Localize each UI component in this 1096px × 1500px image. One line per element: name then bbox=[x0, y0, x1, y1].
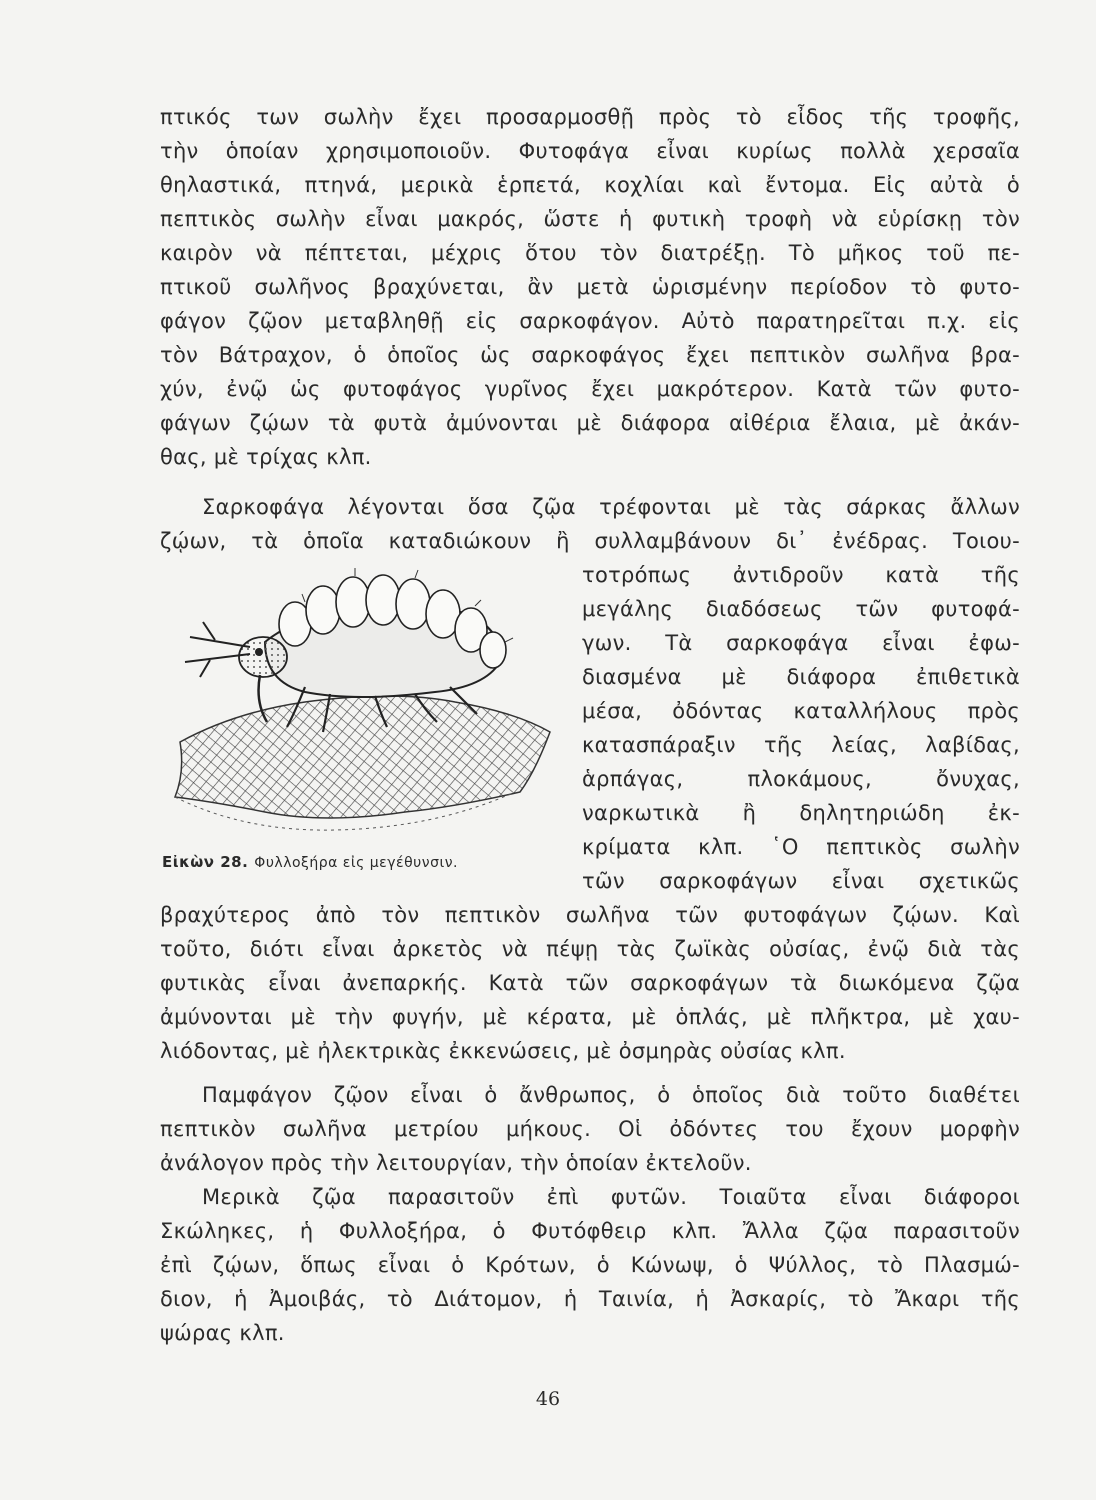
text-line: Μερικὰ ζῷα παρασιτοῦν ἐπὶ φυτῶν. Τοιαῦτα εἶναι διάφοροι bbox=[202, 1185, 1020, 1209]
text-line: πεπτικὸς σωλὴν εἶναι μακρός, ὥστε ἡ φυτικὴ τροφὴ νὰ εὑρίσκῃ τὸν bbox=[160, 207, 1020, 231]
figure-caption bbox=[162, 853, 582, 871]
text-line: καιρὸν νὰ πέπτεται, μέχρις ὅτου τὸν διατρέξῃ. Τὸ μῆκος τοῦ πε- bbox=[160, 241, 1020, 265]
figure-label: Εἰκὼν 28. bbox=[162, 853, 249, 871]
text-line: τὸν Βάτραχον, ὁ ὁποῖος ὡς σαρκοφάγος ἔχει πεπτικὸν σωλῆνα βρα- bbox=[160, 343, 1020, 367]
paragraph-2-side bbox=[582, 558, 1020, 898]
text-line: ἐπὶ ζῴων, ὅπως εἶναι ὁ Κρότων, ὁ Κώνωψ, ὁ Ψύλλος, τὸ Πλασμώ- bbox=[160, 1253, 1020, 1277]
text-line: ψώρας κλπ. bbox=[160, 1321, 285, 1345]
text-line: ζῴων, τὰ ὁποῖα καταδιώκουν ἢ συλλαμβάνουν δι᾽ ἐνέδρας. Τοιου- bbox=[160, 529, 1020, 553]
paragraph-2-bottom bbox=[160, 898, 1020, 1068]
text-line: ἀμύνονται μὲ τὴν φυγήν, μὲ κέρατα, μὲ ὁπλάς, μὲ πλῆκτρα, μὲ χαυ- bbox=[160, 1005, 1020, 1029]
text-line: πεπτικὸν σωλῆνα μετρίου μήκους. Οἱ ὀδόντες του ἔχουν μορφὴν bbox=[160, 1117, 1020, 1141]
text-line: θηλαστικά, πτηνά, μερικὰ ἑρπετά, κοχλίαι καὶ ἔντομα. Εἰς αὐτὰ ὁ bbox=[160, 173, 1020, 197]
text-line: πτικός των σωλὴν ἔχει προσαρμοσθῇ πρὸς τὸ εἶδος τῆς τροφῆς, bbox=[160, 105, 1020, 129]
text-line: διον, ἡ Ἀμοιβάς, τὸ Διάτομον, ἡ Ταινία, ἡ Ἀσκαρίς, τὸ Ἄκαρι τῆς bbox=[160, 1287, 1020, 1311]
text-line: ναρκωτικὰ ἢ δηλητηριώδη ἐκ- bbox=[582, 801, 1020, 825]
text-line: ἁρπάγας, πλοκάμους, ὄνυχας, bbox=[582, 767, 1020, 791]
text-line: Σαρκοφάγα λέγονται ὅσα ζῷα τρέφονται μὲ τὰς σάρκας ἄλλων bbox=[202, 495, 1020, 519]
paragraph-4 bbox=[160, 1180, 1020, 1350]
text-line: μέσα, ὀδόντας καταλλήλους πρὸς bbox=[582, 699, 1020, 723]
text-line: θας, μὲ τρίχας κλπ. bbox=[160, 445, 372, 469]
phylloxera-illustration bbox=[155, 562, 575, 852]
text-line: κρίματα κλπ. ῾Ο πεπτικὸς σωλὴν bbox=[582, 835, 1020, 859]
figure-caption-text: Φυλλοξήρα εἰς μεγέθυνσιν. bbox=[254, 855, 458, 871]
text-line: ἀνάλογον πρὸς τὴν λειτουργίαν, τὴν ὁποίαν ἐκτελοῦν. bbox=[160, 1151, 752, 1175]
text-line: πτικοῦ σωλῆνος βραχύνεται, ἂν μετὰ ὡρισμένην περίοδον τὸ φυτο- bbox=[160, 275, 1020, 299]
text-line: κατασπάραξιν τῆς λείας, λαβίδας, bbox=[582, 733, 1020, 757]
text-line: χύν, ἐνῷ ὡς φυτοφάγος γυρῖνος ἔχει μακρότερον. Κατὰ τῶν φυτο- bbox=[160, 377, 1020, 401]
text-line: βραχύτερος ἀπὸ τὸν πεπτικὸν σωλῆνα τῶν φυτοφάγων ζῴων. Καὶ bbox=[160, 903, 1020, 927]
text-line: γων. Τὰ σαρκοφάγα εἶναι ἐφω- bbox=[582, 631, 1020, 655]
paragraph-3 bbox=[160, 1078, 1020, 1180]
text-line: διασμένα μὲ διάφορα ἐπιθετικὰ bbox=[582, 665, 1020, 689]
page-number: 46 bbox=[535, 1388, 561, 1410]
paragraph-2-top bbox=[160, 490, 1020, 558]
text-line: φάγων ζῴων τὰ φυτὰ ἀμύνονται μὲ διάφορα αἰθέρια ἔλαια, μὲ ἀκάν- bbox=[160, 411, 1020, 435]
text-line: τοῦτο, διότι εἶναι ἀρκετὸς νὰ πέψῃ τὰς ζωϊκὰς οὐσίας, ἐνῷ διὰ τὰς bbox=[160, 937, 1020, 961]
text-line: Παμφάγον ζῷον εἶναι ὁ ἄνθρωπος, ὁ ὁποῖος διὰ τοῦτο διαθέτει bbox=[202, 1083, 1020, 1107]
text-line: λιόδοντας, μὲ ἠλεκτρικὰς ἐκκενώσεις, μὲ ὀσμηρὰς οὐσίας κλπ. bbox=[160, 1039, 846, 1063]
text-line: Σκώληκες, ἡ Φυλλοξήρα, ὁ Φυτόφθειρ κλπ. Ἄλλα ζῷα παρασιτοῦν bbox=[160, 1219, 1020, 1243]
paragraph-1 bbox=[160, 100, 1020, 474]
text-line: τὴν ὁποίαν χρησιμοποιοῦν. Φυτοφάγα εἶναι κυρίως πολλὰ χερσαῖα bbox=[160, 139, 1020, 163]
text-line: τοτρόπως ἀντιδροῦν κατὰ τῆς bbox=[582, 563, 1020, 587]
text-line: φυτικὰς εἶναι ἀνεπαρκής. Κατὰ τῶν σαρκοφάγων τὰ διωκόμενα ζῷα bbox=[160, 971, 1020, 995]
text-line: φάγον ζῷον μεταβληθῇ εἰς σαρκοφάγον. Αὐτὸ παρατηρεῖται π.χ. εἰς bbox=[160, 309, 1020, 333]
text-line: τῶν σαρκοφάγων εἶναι σχετικῶς bbox=[582, 869, 1020, 893]
text-line: μεγάλης διαδόσεως τῶν φυτοφά- bbox=[582, 597, 1020, 621]
